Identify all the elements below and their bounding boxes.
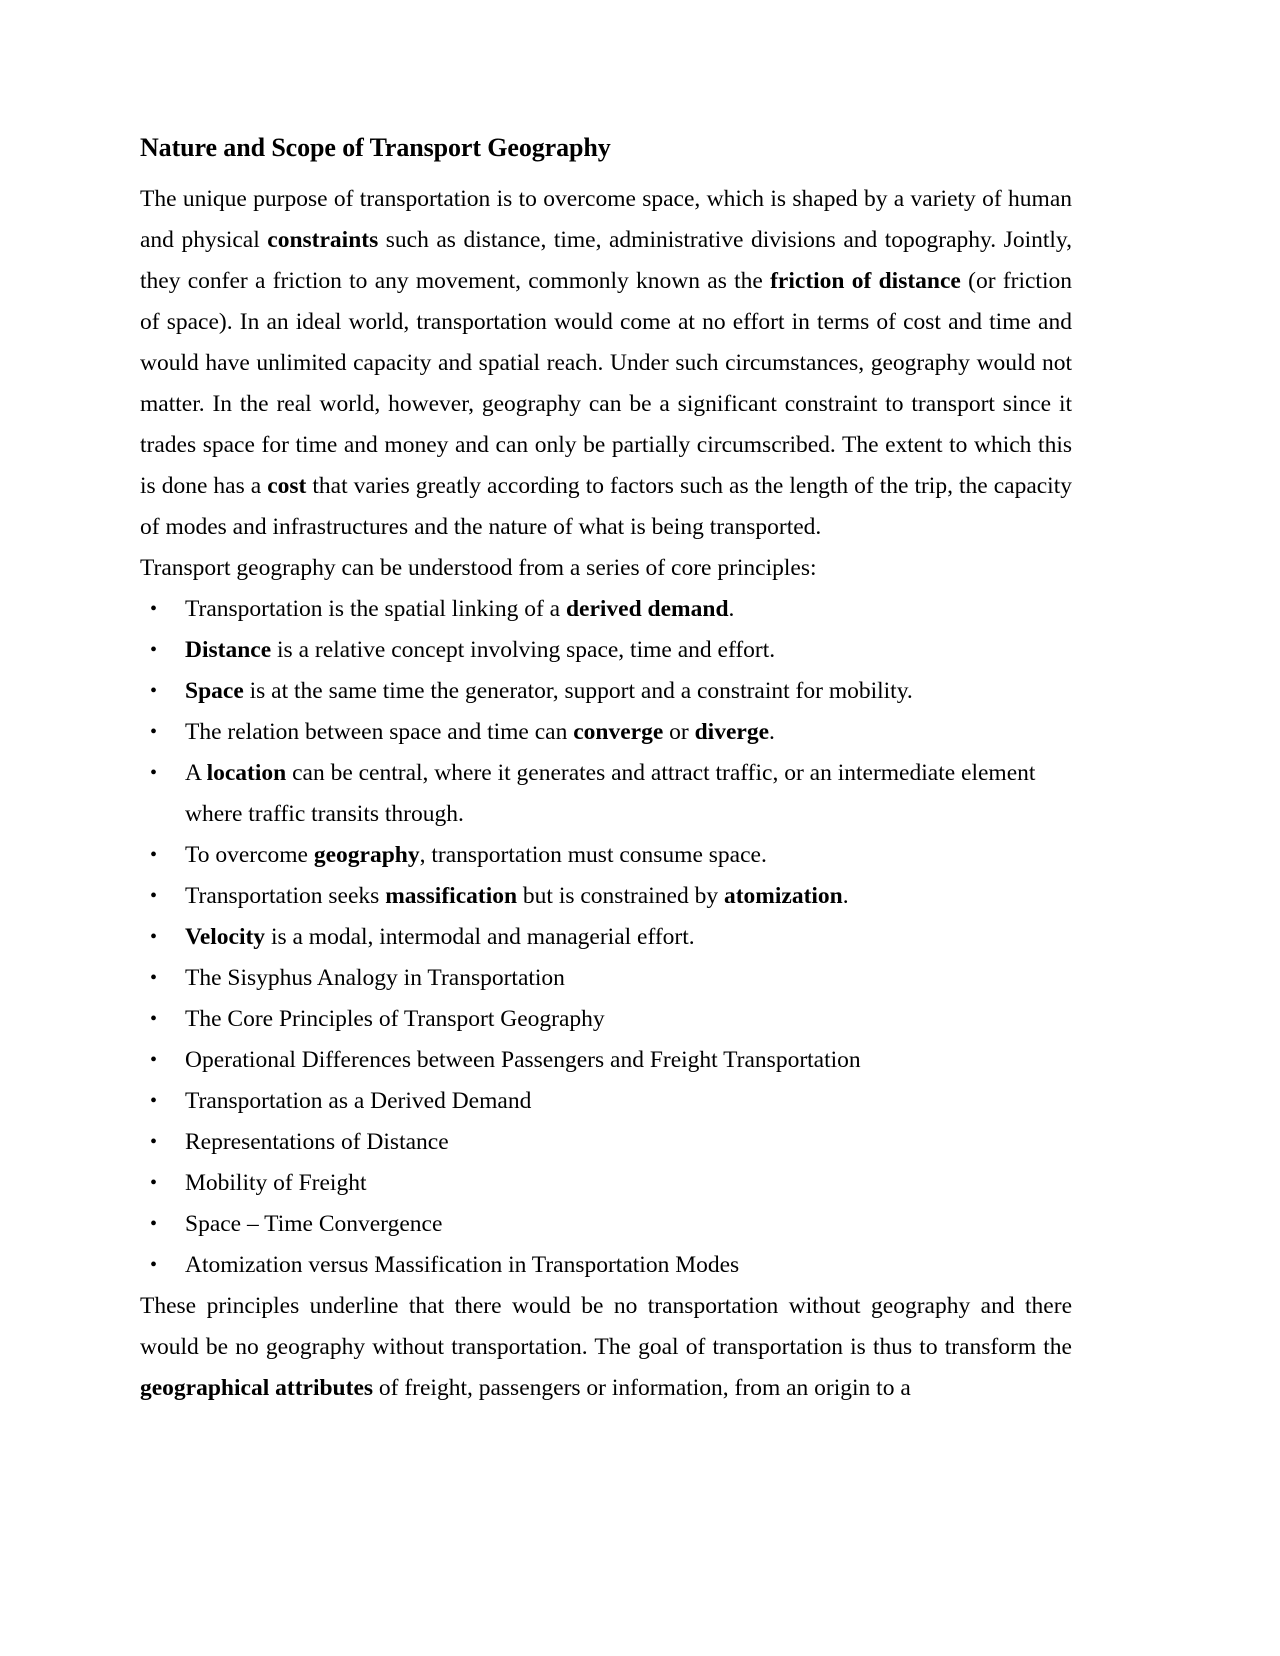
list-item [140,1163,1072,1204]
text-run: . [842,882,849,909]
bullet-icon: • [150,720,158,743]
list-item [140,712,1072,753]
list-item-text [185,1211,442,1237]
list-item [140,1122,1072,1163]
text-run: The Sisyphus Analogy in Transportation [185,964,565,991]
emphasis-term: constraints [267,226,379,253]
closing-paragraph [140,1286,1072,1409]
list-item [140,753,1072,835]
text-run: that varies greatly according to factors such as the length of the trip, the capacity of modes and infrastructures and the nature of what is being transported. [140,472,1072,540]
text-run: , transportation must consume space. [419,841,767,868]
bullet-icon: • [150,1130,158,1153]
text-run: Operational Differences between Passengers and Freight Transportation [185,1046,861,1073]
text-run: such as distance, time, administrative divisions and topography. Jointly, they confer a friction to any movement, commonly known as the [140,226,1073,294]
list-item [140,1081,1072,1122]
emphasis-term: geographical attributes [140,1374,374,1401]
list-item [140,917,1072,958]
list-item [140,1245,1072,1286]
text-run: Transportation seeks [185,882,386,909]
emphasis-term: derived demand [565,595,729,622]
bullet-icon: • [150,1253,158,1276]
bullet-icon: • [150,1089,158,1112]
list-item [140,999,1072,1040]
text-run: is at the same time the generator, support and a constraint for mobility. [243,677,913,704]
emphasis-term: converge [573,718,664,745]
emphasis-term: cost [267,472,307,499]
list-item-text [185,637,775,663]
text-run: The relation between space and time can [185,718,574,745]
emphasis-term: Distance [185,636,272,663]
bullet-icon: • [150,884,158,907]
text-run: Mobility of Freight [185,1169,367,1196]
bullet-icon: • [150,1171,158,1194]
list-item-text [185,1129,449,1155]
text-run: Space – Time Convergence [185,1210,443,1237]
text-run: These principles underline that there would be no transportation without geography and there would be no geography without transportation. The goal of transportation is thus to transform the [140,1292,1072,1360]
list-item-text [185,842,767,868]
emphasis-term: friction of distance [770,267,961,294]
bullet-icon: • [150,966,158,989]
list-item [140,835,1072,876]
lead-in-line: Transport geography can be understood from a series of core principles: [140,554,817,581]
list-item-text [185,883,849,909]
bullet-icon: • [150,1212,158,1235]
document-body [140,132,1072,1409]
list-item-text [185,1252,739,1278]
bullet-icon: • [150,925,158,948]
emphasis-term: atomization [723,882,843,909]
list-item-text [185,1006,605,1032]
list-item-text [185,1047,861,1073]
bullet-icon: • [150,1007,158,1030]
core-principles-list [140,589,1072,1286]
list-item-text [185,965,565,991]
emphasis-term: diverge [694,718,769,745]
list-item [140,671,1072,712]
emphasis-term: location [206,759,287,786]
list-item [140,958,1072,999]
bullet-icon: • [150,761,158,784]
intro-paragraph [140,179,1072,548]
list-item-text [185,719,775,745]
list-item-text [185,678,913,704]
text-run: is a relative concept involving space, time and effort. [271,636,776,663]
bullet-icon: • [150,1048,158,1071]
text-run: of freight, passengers or information, from an origin to a [373,1374,911,1401]
text-run: Representations of Distance [185,1128,449,1155]
list-item [140,1040,1072,1081]
list-item-text [185,924,695,950]
text-run: (or friction of space). In an ideal world, transportation would come at no effort in terms of cost and time and would have unlimited capacity and spatial reach. Under such circumstances, geography would not matter. In the real world, however, geography can be a significant constraint to transport since it trades space for time and money and can only be partially circumscribed. The extent to which this is done has a [140,267,1072,499]
bullet-icon: • [150,679,158,702]
list-item-text [185,1088,531,1114]
text-run: Transportation is the spatial linking of a [185,595,566,622]
text-run: The unique purpose of transportation is to overcome space, which is shaped by a variety of human and physical [140,185,1072,253]
list-item-text [185,596,734,622]
bullet-icon: • [150,843,158,866]
text-run: but is constrained by [517,882,724,909]
text-run: The Core Principles of Transport Geography [185,1005,605,1032]
emphasis-term: geography [313,841,420,868]
text-run: A [185,759,207,786]
list-item [140,630,1072,671]
text-run: Transportation as a Derived Demand [185,1087,532,1114]
text-run: can be central, where it generates and attract traffic, or an intermediate element where traffic transits through. [185,759,1036,827]
bullet-icon: • [150,638,158,661]
list-item [140,1204,1072,1245]
text-run: Atomization versus Massification in Transportation Modes [185,1251,740,1278]
text-run: . [769,718,775,745]
list-item-text [185,1170,366,1196]
text-run: is a modal, intermodal and managerial effort. [265,923,695,950]
text-run: . [728,595,735,622]
list-item [140,589,1072,630]
list-item [140,876,1072,917]
text-run: To overcome [185,841,314,868]
emphasis-term: massification [385,882,518,909]
text-run: or [663,718,695,745]
emphasis-term: Velocity [185,923,266,950]
page-title: Nature and Scope of Transport Geography [140,133,611,162]
emphasis-term: Space [185,677,244,704]
bullet-icon: • [150,597,158,620]
list-item-text [185,760,1035,827]
